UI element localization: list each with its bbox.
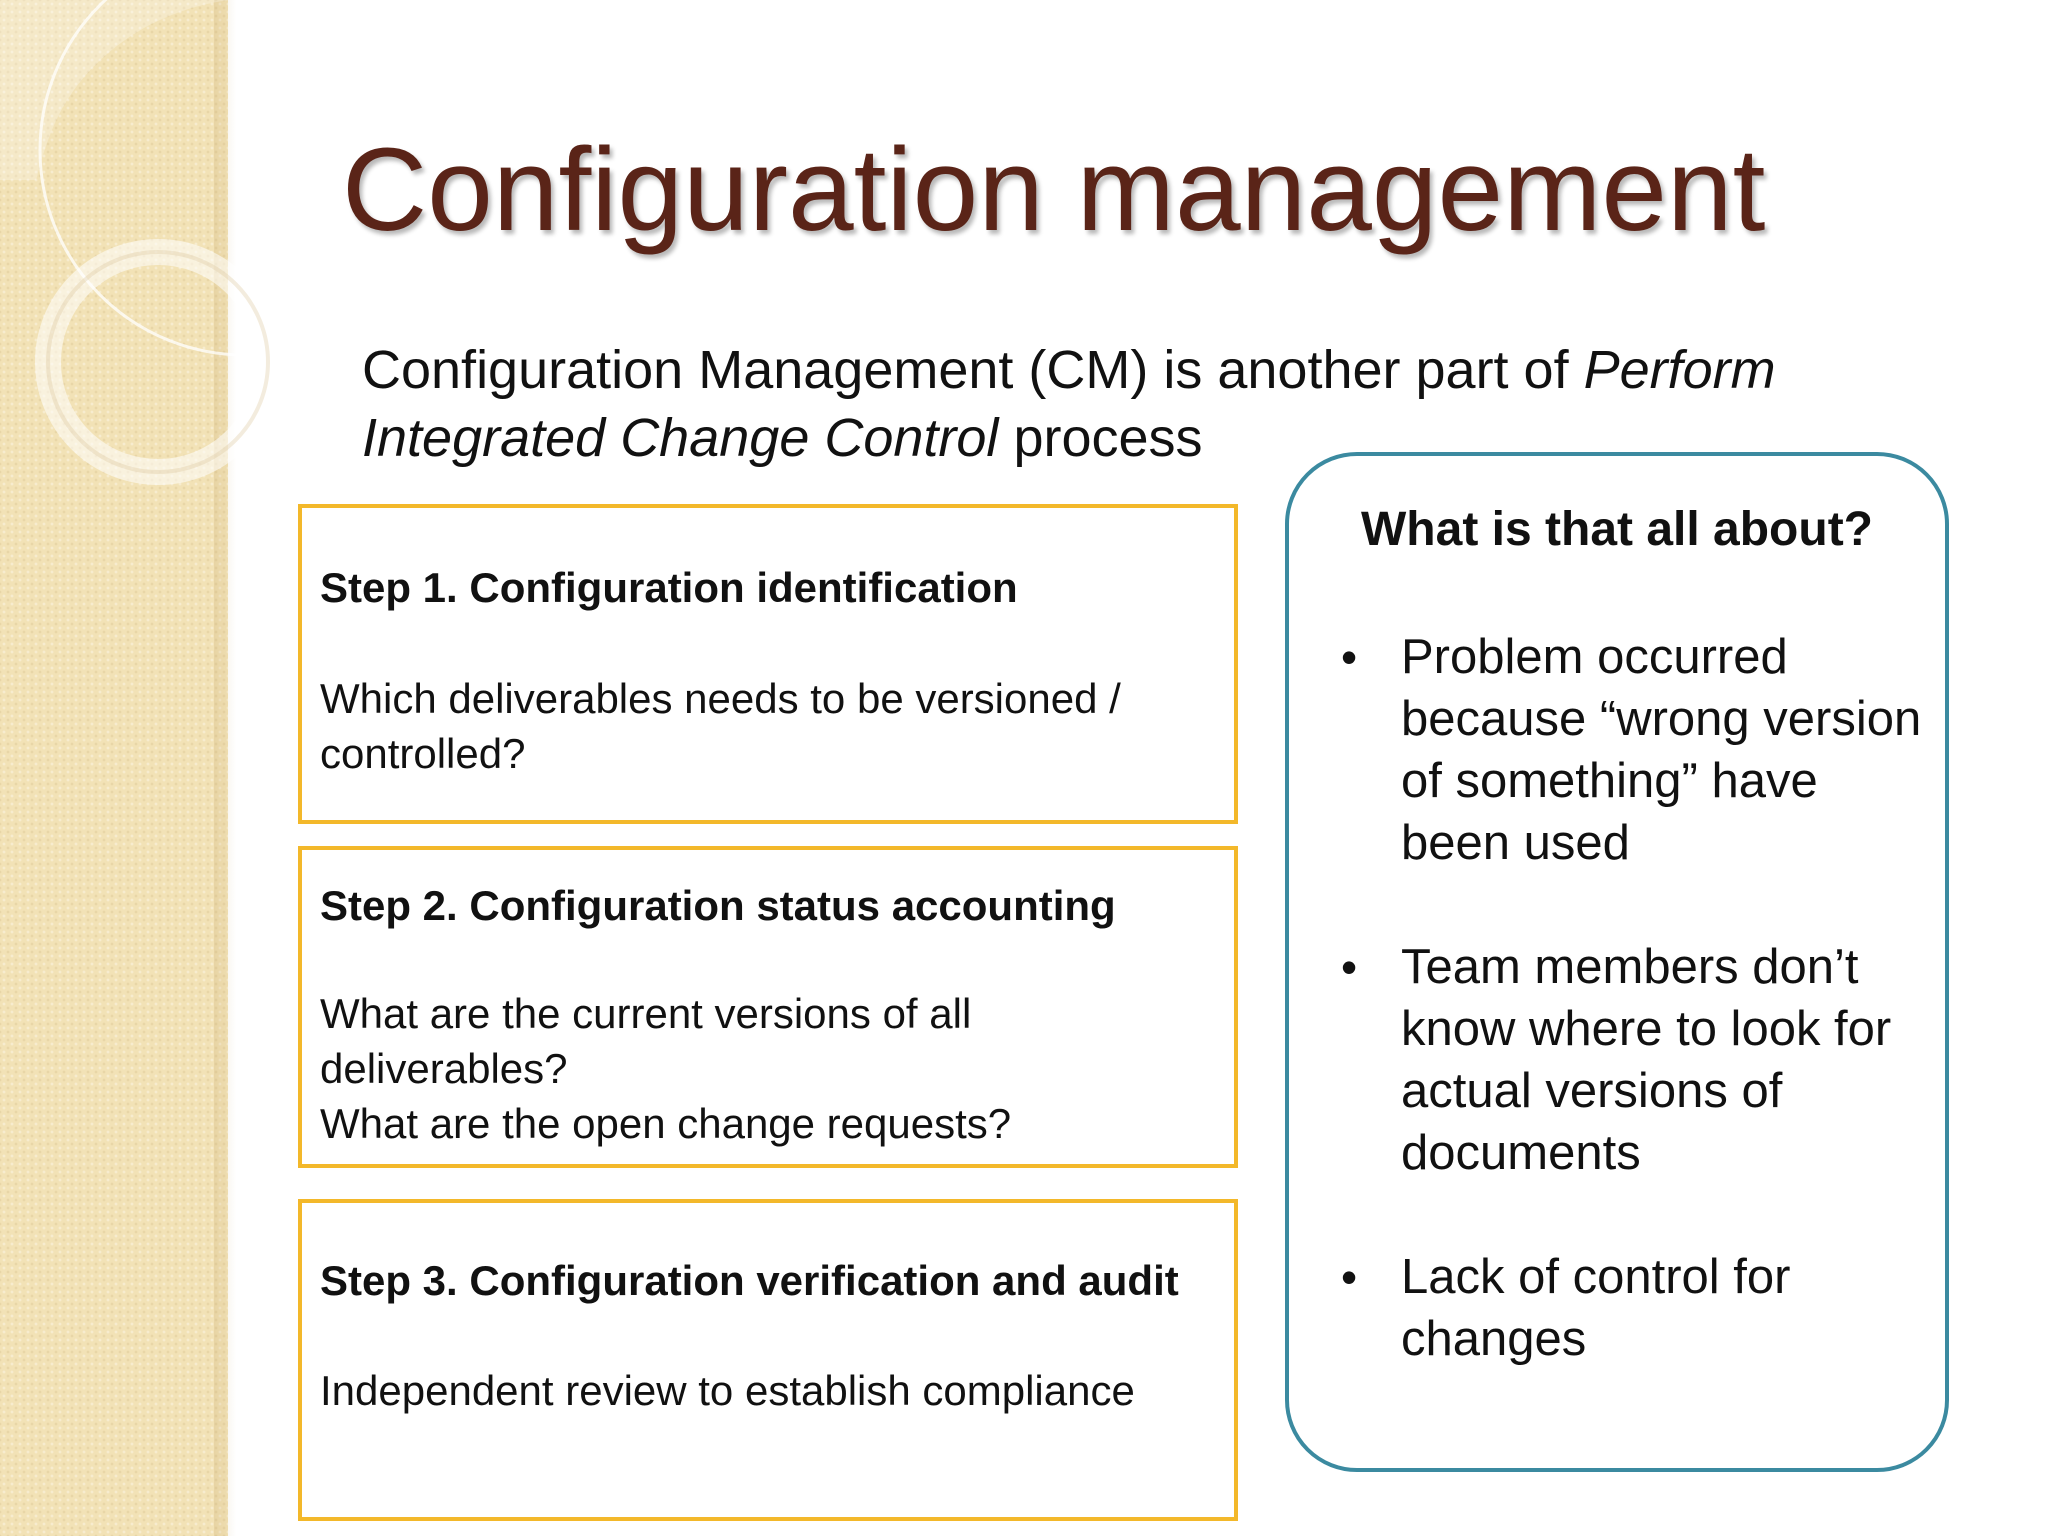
side-panel-bullet-2 [1341,936,1931,1184]
step-3-description: Independent review to establish compliance [320,1367,1135,1414]
decorative-circles [0,0,300,520]
step-1-box [298,504,1238,824]
side-panel-heading: What is that all about? [1361,503,1873,556]
side-panel-bullet-1 [1341,626,1931,874]
deco-shape [0,0,230,180]
bullet-marker: • [1341,941,1358,993]
bullet-marker: • [1341,1251,1358,1303]
step-3-title: Step 3. Configuration verification and audit [320,1257,1179,1304]
intro-text-end: process [998,408,1203,468]
step-2-title: Step 2. Configuration status accounting [320,882,1116,929]
side-panel-bullet-3 [1341,1246,1931,1370]
bullet-text: Problem occurred because “wrong version of something” have been used [1401,630,1922,870]
intro-text-italic: Perform Integrated Change Control [362,340,1776,468]
bullet-marker: • [1341,631,1358,683]
intro-text-start: Configuration Management (CM) is another part of [362,340,1584,400]
step-2-box [298,846,1238,1168]
slide-title: Configuration management [342,124,1766,256]
bullet-text: Lack of control for changes [1401,1250,1791,1366]
step-1-description: Which deliverables needs to be versioned / controlled? [320,675,1121,777]
step-1-title: Step 1. Configuration identification [320,564,1018,611]
step-3-box [298,1199,1238,1521]
bullet-text: Team members don’t know where to look for actual versions of documents [1401,940,1892,1180]
step-2-description: What are the current versions of all deliverables? What are the open change requests? [320,990,1012,1147]
side-panel [1285,452,1949,1472]
deco-ring-thick-edge [48,252,268,472]
